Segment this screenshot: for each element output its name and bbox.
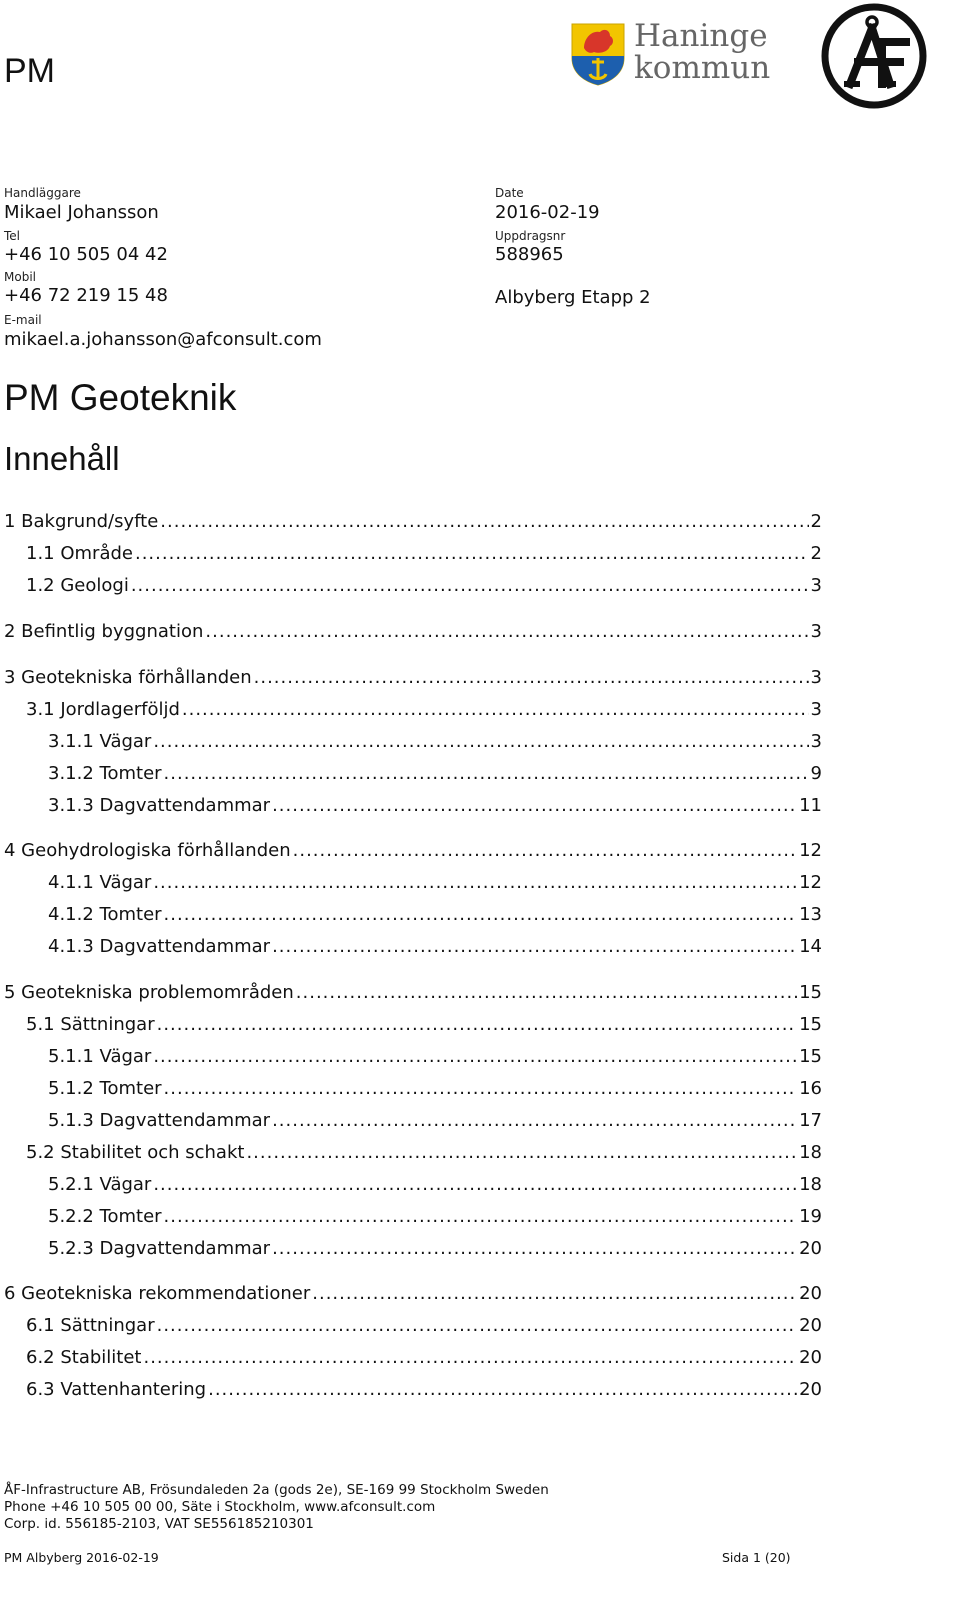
- toc-leader: [153, 1174, 797, 1195]
- date-value: 2016-02-19: [495, 202, 600, 223]
- tel-label: Tel: [4, 229, 21, 243]
- toc-entry[interactable]: [0, 786, 822, 816]
- toc-leader: [254, 667, 809, 688]
- toc-entry[interactable]: [0, 1133, 822, 1163]
- logo-text-kommun: kommun: [634, 50, 771, 86]
- toc-entry[interactable]: [0, 1306, 822, 1336]
- toc-leader: [312, 1283, 797, 1304]
- toc-leader: [157, 1014, 798, 1035]
- toc-entry[interactable]: [0, 502, 822, 532]
- toc-entry-page: 18: [799, 1174, 822, 1195]
- toc-leader: [131, 575, 809, 596]
- toc-entry[interactable]: [0, 1197, 822, 1227]
- toc-leader: [153, 731, 808, 752]
- toc-leader: [246, 1142, 797, 1163]
- toc-entry-page: 18: [799, 1142, 822, 1163]
- toc-entry-page: 13: [799, 904, 822, 925]
- toc-entry[interactable]: [0, 658, 822, 688]
- email-label: E-mail: [4, 313, 42, 327]
- toc-entry-page: 20: [799, 1283, 822, 1304]
- toc-entry-page: 2: [810, 543, 822, 564]
- toc-entry-page: 12: [799, 872, 822, 893]
- toc-entry-page: 3: [810, 621, 822, 642]
- toc-entry-page: 15: [799, 982, 822, 1003]
- mobile-label: Mobil: [4, 270, 36, 284]
- toc-entry[interactable]: [0, 1370, 822, 1400]
- date-label: Date: [495, 186, 524, 200]
- toc-entry-title: 5.1 Sättningar: [26, 1014, 155, 1035]
- footer-company-line: ÅF-Infrastructure AB, Frösundaleden 2a (gods 2e), SE-169 99 Stockholm Sweden: [4, 1482, 549, 1498]
- toc-leader: [182, 699, 809, 720]
- toc-entry[interactable]: [0, 831, 822, 861]
- toc-entry-title: 5.1.3 Dagvattendammar: [48, 1110, 271, 1131]
- mobile-value: +46 72 219 15 48: [4, 285, 168, 306]
- toc-entry-title: 4.1.1 Vägar: [48, 872, 152, 893]
- toc-leader: [208, 1379, 797, 1400]
- toc-entry-page: 20: [799, 1347, 822, 1368]
- toc-leader: [157, 1315, 798, 1336]
- toc-entry-page: 3: [810, 699, 822, 720]
- toc-entry[interactable]: [0, 973, 822, 1003]
- toc-entry[interactable]: [0, 1165, 822, 1195]
- toc-entry-title: 5 Geotekniska problemområden: [4, 982, 294, 1003]
- toc-entry[interactable]: [0, 1338, 822, 1368]
- toc-leader: [272, 795, 797, 816]
- document-heading: PM Geoteknik: [4, 377, 237, 418]
- logo-text-haninge: Haninge: [634, 18, 768, 54]
- haninge-shield-icon: [570, 22, 626, 86]
- haninge-kommun-logo: [570, 20, 775, 88]
- toc-entry-title: 6.2 Stabilitet: [26, 1347, 142, 1368]
- footer-page-number: Sida 1 (20): [722, 1550, 791, 1565]
- handler-label: Handläggare: [4, 186, 81, 200]
- toc-leader: [143, 1347, 797, 1368]
- toc-entry[interactable]: [0, 722, 822, 752]
- toc-entry[interactable]: [0, 1069, 822, 1099]
- toc-leader: [164, 904, 798, 925]
- toc-leader: [135, 543, 809, 564]
- toc-entry-page: 11: [799, 795, 822, 816]
- toc-entry-page: 20: [799, 1379, 822, 1400]
- toc-entry-page: 9: [810, 763, 822, 784]
- toc-entry[interactable]: [0, 566, 822, 596]
- toc-entry[interactable]: [0, 534, 822, 564]
- toc-entry-page: 15: [799, 1046, 822, 1067]
- handler-value: Mikael Johansson: [4, 202, 159, 223]
- toc-entry-title: 5.2 Stabilitet och schakt: [26, 1142, 245, 1163]
- toc-entry[interactable]: [0, 1037, 822, 1067]
- toc-entry-page: 3: [810, 575, 822, 596]
- toc-entry-title: 6.1 Sättningar: [26, 1315, 155, 1336]
- toc-entry-page: 3: [810, 667, 822, 688]
- toc-entry-page: 17: [799, 1110, 822, 1131]
- toc-leader: [293, 840, 797, 861]
- toc-entry-title: 1.1 Område: [26, 543, 133, 564]
- af-logo: [820, 2, 928, 110]
- toc-entry[interactable]: [0, 895, 822, 925]
- toc-entry-page: 2: [810, 511, 822, 532]
- toc-entry-title: 1.2 Geologi: [26, 575, 129, 596]
- toc-entry[interactable]: [0, 1274, 822, 1304]
- footer-document-reference: PM Albyberg 2016-02-19: [4, 1550, 159, 1565]
- assignment-value: 588965: [495, 244, 564, 265]
- toc-leader: [296, 982, 797, 1003]
- toc-leader: [153, 872, 797, 893]
- toc-leader: [164, 763, 809, 784]
- toc-entry-title: 2 Befintlig byggnation: [4, 621, 204, 642]
- toc-entry[interactable]: [0, 754, 822, 784]
- toc-entry-page: 3: [810, 731, 822, 752]
- toc-entry-page: 19: [799, 1206, 822, 1227]
- toc-leader: [272, 936, 797, 957]
- toc-entry[interactable]: [0, 1005, 822, 1035]
- document-type: PM: [4, 52, 55, 90]
- footer-phone-line: Phone +46 10 505 00 00, Säte i Stockholm, www.afconsult.com: [4, 1499, 436, 1515]
- toc-entry-title: 5.1.2 Tomter: [48, 1078, 162, 1099]
- toc-entry-title: 6 Geotekniska rekommendationer: [4, 1283, 311, 1304]
- assignment-label: Uppdragsnr: [495, 229, 566, 243]
- email-value: mikael.a.johansson@afconsult.com: [4, 329, 322, 350]
- toc-entry-title: 5.2.1 Vägar: [48, 1174, 152, 1195]
- toc-leader: [272, 1110, 797, 1131]
- toc-leader: [205, 621, 808, 642]
- toc-entry-page: 20: [799, 1238, 822, 1259]
- toc-entry[interactable]: [0, 863, 822, 893]
- toc-entry-title: 6.3 Vattenhantering: [26, 1379, 207, 1400]
- toc-entry[interactable]: [0, 1229, 822, 1259]
- toc-entry-title: 3.1.3 Dagvattendammar: [48, 795, 271, 816]
- toc-entry-title: 4.1.2 Tomter: [48, 904, 162, 925]
- toc-entry-title: 4.1.3 Dagvattendammar: [48, 936, 271, 957]
- footer-corp-line: Corp. id. 556185-2103, VAT SE556185210301: [4, 1516, 314, 1532]
- toc-leader: [164, 1206, 798, 1227]
- toc-entry-page: 12: [799, 840, 822, 861]
- toc-entry[interactable]: [0, 1101, 822, 1131]
- project-name: Albyberg Etapp 2: [495, 287, 651, 308]
- af-logo-icon: [820, 2, 928, 110]
- toc-entry-page: 14: [799, 936, 822, 957]
- toc-entry-title: 1 Bakgrund/syfte: [4, 511, 159, 532]
- toc-heading: Innehåll: [4, 440, 120, 477]
- toc-entry[interactable]: [0, 690, 822, 720]
- toc-entry-title: 4 Geohydrologiska förhållanden: [4, 840, 291, 861]
- toc-leader: [164, 1078, 798, 1099]
- toc-leader: [153, 1046, 797, 1067]
- toc-entry-title: 5.2.2 Tomter: [48, 1206, 162, 1227]
- toc-entry-page: 16: [799, 1078, 822, 1099]
- toc-entry-title: 3.1 Jordlagerföljd: [26, 699, 180, 720]
- toc-entry-title: 3.1.2 Tomter: [48, 763, 162, 784]
- toc-leader: [160, 511, 808, 532]
- toc-entry-page: 15: [799, 1014, 822, 1035]
- toc-entry-title: 3.1.1 Vägar: [48, 731, 152, 752]
- toc-entry-title: 3 Geotekniska förhållanden: [4, 667, 252, 688]
- toc-entry-page: 20: [799, 1315, 822, 1336]
- toc-entry[interactable]: [0, 927, 822, 957]
- toc-entry[interactable]: [0, 612, 822, 642]
- tel-value: +46 10 505 04 42: [4, 244, 168, 265]
- toc-leader: [272, 1238, 797, 1259]
- toc-entry-title: 5.2.3 Dagvattendammar: [48, 1238, 271, 1259]
- toc-entry-title: 5.1.1 Vägar: [48, 1046, 152, 1067]
